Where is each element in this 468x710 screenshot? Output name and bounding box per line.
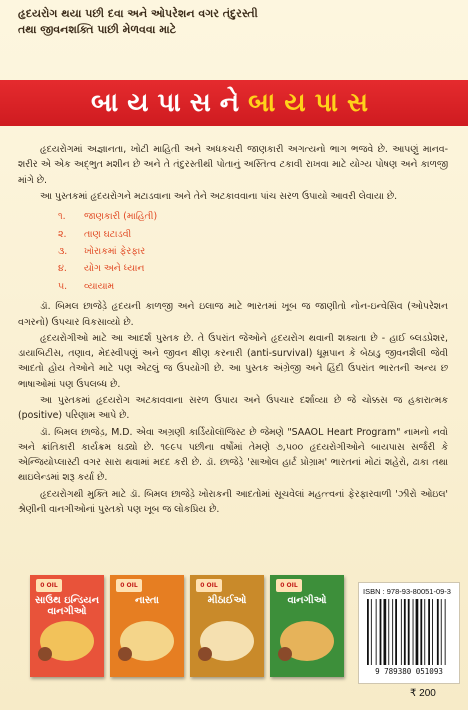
- step-number: ૩.: [58, 246, 68, 257]
- barcode-bar: [380, 599, 382, 665]
- title-banner: [0, 80, 468, 126]
- list-item: [58, 260, 448, 277]
- book-cover: [110, 575, 184, 677]
- book-title: મીઠાઈઓ: [207, 595, 247, 606]
- barcode-bar: [420, 599, 422, 665]
- barcode-bar: [428, 599, 430, 665]
- barcode-bar: [445, 599, 446, 665]
- paragraph-7: હૃદયરોગથી મુક્તિ માટે ડૉ. બિમલ છાજેડ઼ે ખોરાકની આદતોમાં સૂચવેલાં મહત્ત્વનાં ફેરફારવાળી 'ઝીરો ઓઇલ' શ્રેણીની વાનગીઓનાં પુસ્તકો પણ ખૂબ જ લોકપ્રિય છે.: [18, 488, 448, 516]
- step-label: વ્યાયામ: [84, 280, 115, 292]
- barcode-bar: [424, 599, 425, 665]
- barcode-bar: [413, 599, 414, 665]
- barcode-bar: [401, 599, 402, 665]
- list-item: [58, 243, 448, 260]
- step-label: જાણકારી (માહિતી): [84, 211, 158, 223]
- author-photo: [38, 647, 52, 661]
- zero-oil-logo: 0 OIL: [276, 579, 302, 592]
- book-thumbnails: [30, 575, 350, 677]
- isbn-barcode-box: [358, 582, 460, 684]
- barcode-bar: [437, 599, 439, 665]
- zero-oil-logo: 0 OIL: [116, 579, 142, 592]
- book-cover: [270, 575, 344, 677]
- barcode-bar: [392, 599, 393, 665]
- price-label: ₹ 200: [410, 688, 436, 699]
- step-number: ૨.: [58, 228, 67, 240]
- description: [18, 142, 448, 518]
- barcode-bar: [441, 599, 442, 665]
- book-cover: [190, 575, 264, 677]
- barcode-bar: [384, 599, 387, 665]
- banner-word-2: બાયપાસ: [248, 87, 378, 118]
- book-title: નાસ્તા: [135, 595, 159, 606]
- list-item: [58, 226, 448, 243]
- paragraph-4: હૃદયરોગીઓ માટે આ આદર્શ પુસ્તક છે. તે ઉપરાંત જેઓને હૃદયરોગ થવાની શક્યતા છે - હાઈ બ્લડપ્રેશર, ડાયાબિટીસ, તણાવ, મેદસ્વીપણું અને જીવન ક્ષીણ કરનારી (anti-survival) ધૂમ્રપાન કે બેઠાડુ જીવનશૈલી જેવી આદતો હોય તેઓને માટે પણ એટલું જ ઉપયોગી છે. આ પુસ્તક અંગ્રેજી અને હિંદી ઉપરાંત ભારતની અન્ય છ ભાષાઓમાં પણ ઉપલબ્ધ છે.: [18, 332, 448, 390]
- isbn-label: ISBN : 978-93-80051-09-3: [363, 587, 451, 596]
- step-label: ખોરાકમાં ફેરફાર: [84, 246, 146, 257]
- steps-list: [58, 208, 448, 295]
- tagline-line-1: હૃદયરોગ થયા પછી દવા અને ઓપરેશન વગર તંદુરસ્તી: [18, 7, 258, 20]
- barcode-bar: [404, 599, 406, 665]
- step-number: ૫.: [58, 280, 68, 292]
- barcode-digits: 9 789380 051093: [375, 667, 443, 676]
- book-title: સાઉથ ઇન્ડિયન વાનગીઓ: [34, 595, 100, 617]
- book-title: વાનગીઓ: [287, 595, 327, 606]
- author-photo: [278, 647, 292, 661]
- step-number: ૧.: [58, 211, 66, 223]
- list-item: [58, 278, 448, 295]
- paragraph-5: આ પુસ્તકમાં હૃદયરોગ અટકાવવાના સરળ ઉપાય અને ઉપચાર દર્શાવ્યા છે જે ચોક્કસ જ હકારાત્મક (positive) પરિણામ આપે છે.: [18, 395, 448, 422]
- barcode-bar: [408, 599, 410, 665]
- barcode-bar: [395, 599, 397, 665]
- step-label: યોગ અને ધ્યાન: [84, 263, 145, 275]
- barcode-bar: [416, 599, 419, 665]
- paragraph-2: આ પુસ્તકમાં હૃદયરોગને મટાડવાના અને તેને અટકાવવાના પાંચ સરળ ઉપાયો આવરી લેવાયા છે.: [40, 190, 398, 202]
- tagline: [18, 6, 448, 38]
- barcode-bar: [376, 599, 377, 665]
- barcode-bar: [367, 599, 369, 665]
- paragraph-6: ડૉ. બિમલ છાજેડ઼, M.D. એવા અગ્રણી કાર્ડિયોલૉજિસ્ટ છે જેમણે "SAAOL Heart Program" નામનો નવો અને ક્રાંતિકારી કાર્યક્રમ ઘડ્યો છે. ૧૯૯૫ પછીના વર્ષોમાં તેમણે ૭,૫૦૦ હૃદયરોગીઓને બાયપાસ સર્જરી કે એન્જિયોપ્લાસ્ટી વગર સારા થવામાં મદદ કરી છે. ડૉ. છાજેડ઼ે 'સાઓલ હાર્ટ પ્રોગ્રામ' ભારતનાં મોટાં શહેરો, ઢાકા તથા થાઇલેન્ડમાં શરૂ કર્યા છે.: [18, 426, 448, 484]
- zero-oil-logo: 0 OIL: [196, 579, 222, 592]
- banner-word-1: બાયપાસને: [90, 87, 249, 118]
- paragraph-3: ડૉ. બિમલ છાજેડ઼ે હૃદયની કાળજી અને ઇલાજ માટે ભારતમાં ખૂબ જ જાણીતો નોન-ઇન્વેસિવ (ઓપરેશન વગરનો) ઉપચાર વિકસાવ્યો છે.: [18, 301, 448, 328]
- barcode-bar: [371, 599, 372, 665]
- author-photo: [118, 647, 132, 661]
- zero-oil-logo: 0 OIL: [36, 579, 62, 592]
- barcode-icon: [365, 599, 453, 665]
- book-cover: [30, 575, 104, 677]
- barcode-bar: [388, 599, 389, 665]
- step-label: તાણ ઘટાડવી: [84, 228, 132, 240]
- barcode-bar: [432, 599, 433, 665]
- author-photo: [198, 647, 212, 661]
- paragraph-1: હૃદયરોગમાં અજ્ઞાનતા, ખોટી માહિતી અને અધકચરી જાણકારી અગત્યનો ભાગ ભજવે છે. આપણું માનવ-શરીર એ એક અદ્ભુત મશીન છે અને તે તંદુરસ્તીથી પોતાનું અસ્તિત્વ ટકાવી રાખવા માટે યોગ્ય પોષણ અને કાળજી માંગે છે.: [18, 144, 448, 186]
- step-number: ૪.: [58, 263, 67, 275]
- tagline-line-2: તથા જીવનશક્તિ પાછી મેળવવા માટે: [18, 23, 177, 36]
- list-item: [58, 208, 448, 225]
